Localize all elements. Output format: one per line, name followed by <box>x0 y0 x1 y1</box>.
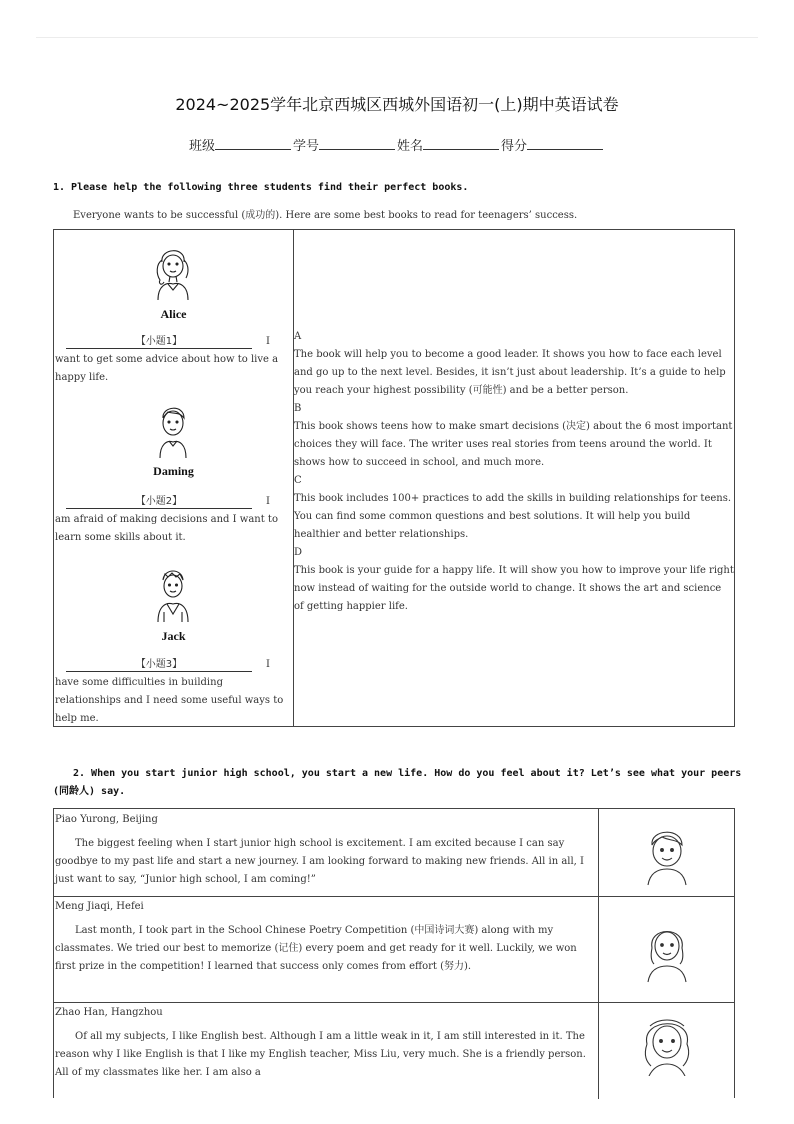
book-descriptions <box>294 328 734 616</box>
boy-cartoon-icon <box>150 562 196 624</box>
boy-cartoon-icon <box>150 398 196 460</box>
peer-row <box>54 809 734 897</box>
student-info-line <box>0 135 794 154</box>
book-text-c: This book includes 100+ practices to add the skills in building relationships for teens. You can find some common questions and best solutions. It will help you build healthier and better relationships. <box>294 493 732 540</box>
page-title: 2024~2025学年北京西城区西城外国语初一(上)期中英语试卷 <box>175 95 619 114</box>
question-1-heading: 1. Please help the following three students find their perfect books. <box>53 182 469 193</box>
question-2-heading: 2. When you start junior high school, you start a new life. How do you feel about it? Let’s see what your peers (同龄人) say. <box>53 768 742 797</box>
girl-with-headband-icon <box>637 1010 697 1076</box>
book-letter-d: D <box>294 547 303 558</box>
peer-text: Of all my subjects, I like English best. Although I am a little weak in it, I am still interested in it. The reason why I like English is that I like my English teacher, Miss Liu, very much. She is a friendly person. All of my classmates like her. I am also a <box>55 1031 586 1078</box>
book-text-b: This book shows teens how to make smart decisions (决定) about the 6 most important choices they will face. The writer uses real stories from teens around the world. It shows how to succeed in school, and much more. <box>294 421 733 468</box>
answer-blank-3[interactable]: 【小题3】 <box>66 658 252 672</box>
number-blank[interactable] <box>319 137 395 150</box>
peer-name: Meng Jiaqi, Hefei <box>55 901 144 912</box>
score-label: 得分 <box>501 139 528 154</box>
peer-text: Last month, I took part in the School Chinese Poetry Competition (中国诗词大赛) along with my classmates. We tried our best to memorize (记住) every poem and get ready for it well. Luckily, we won first prize in the competition! I learned that success only comes from effort (努力). <box>55 925 577 972</box>
name-label: 姓名 <box>397 139 424 154</box>
student-request-jack <box>55 656 287 728</box>
peer-name: Piao Yurong, Beijing <box>55 814 158 825</box>
class-blank[interactable] <box>215 137 291 150</box>
girl-face-icon <box>642 918 692 984</box>
class-label: 班级 <box>188 139 215 154</box>
peer-row <box>54 1002 734 1099</box>
page-top-rule <box>36 37 758 38</box>
name-blank[interactable] <box>423 137 499 150</box>
number-label: 学号 <box>292 139 319 154</box>
request-text: I am afraid of making decisions and I want to learn some skills about it. <box>55 496 278 543</box>
answer-blank-2[interactable]: 【小题2】 <box>66 495 252 509</box>
peer-row <box>54 896 734 1003</box>
student-name-alice: Alice <box>160 307 187 321</box>
column-divider <box>598 896 599 1002</box>
column-divider <box>598 809 599 896</box>
student-name-jack: Jack <box>161 629 186 643</box>
book-letter-a: A <box>294 331 302 342</box>
book-letter-b: B <box>294 403 302 414</box>
peer-name: Zhao Han, Hangzhou <box>55 1007 163 1018</box>
answer-blank-1[interactable]: 【小题1】 <box>66 335 252 349</box>
question-2-table <box>53 808 735 1098</box>
score-blank[interactable] <box>527 137 603 150</box>
boy-face-icon <box>642 821 692 887</box>
peer-text: The biggest feeling when I start junior high school is excitement. I am excited because I can say goodbye to my past life and start a new journey. I am looking forward to making new friends. All in all, I just want to say, “Junior high school, I am coming!” <box>55 838 584 885</box>
book-letter-c: C <box>294 475 302 486</box>
question-1-intro: Everyone wants to be successful (成功的). Here are some best books to read for teenagers’ success. <box>73 210 578 221</box>
book-text-d: This book is your guide for a happy life. It will show you how to improve your life right now instead of waiting for the outside world to change. It shows the art and science of getting happier life. <box>294 565 734 612</box>
student-request-alice <box>55 333 287 387</box>
request-text: I want to get some advice about how to live a happy life. <box>55 336 279 383</box>
student-request-daming <box>55 493 287 547</box>
girl-cartoon-icon <box>150 240 196 302</box>
column-divider <box>598 1002 599 1099</box>
request-text: I have some difficulties in building relationships and I need some useful ways to help me. <box>55 659 284 724</box>
student-name-daming: Daming <box>153 464 194 478</box>
book-text-a: The book will help you to become a good leader. It shows you how to face each level and go up to the next level. Besides, it isn’t just about leadership. It’s a guide to help you reach your highest possibility (可能性) and be a better person. <box>294 349 726 396</box>
question-1-table <box>53 229 735 727</box>
